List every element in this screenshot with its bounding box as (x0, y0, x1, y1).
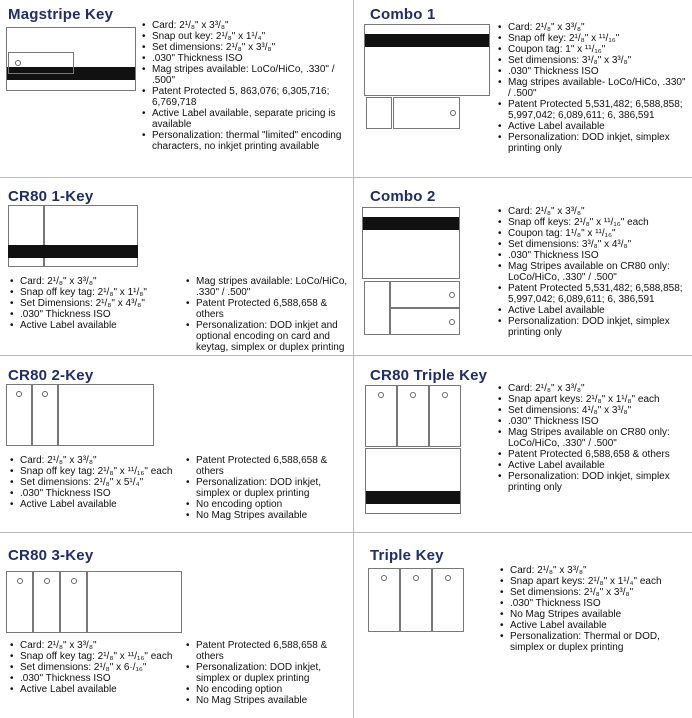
combo-2-title: Combo 2 (370, 188, 436, 205)
column-divider (353, 0, 354, 718)
feature-item: • Patent Protected 6,588,658 & others (498, 449, 688, 460)
feature-item: • .030" Thickness ISO (142, 53, 342, 64)
feature-item: • .030" Thickness ISO (498, 66, 688, 77)
mag-stripe (363, 217, 459, 230)
key-hole-icon (410, 392, 416, 398)
combo-1-card (364, 24, 490, 96)
snap-apart-key-3 (429, 385, 461, 447)
feature-item: • .030" Thickness ISO (10, 673, 180, 684)
snap-off-key (393, 97, 460, 129)
feature-item: • No encoding option (186, 684, 350, 695)
snap-off-key-2 (390, 308, 460, 335)
feature-item: • .030" Thickness ISO (10, 488, 180, 499)
feature-item: • Active Label available (498, 121, 688, 132)
feature-item: • Active Label available (500, 620, 688, 631)
feature-item: • Mag stripes available- LoCo/HiCo, .330" / .500" (498, 77, 688, 99)
feature-item: • .030" Thickness ISO (10, 309, 180, 320)
feature-item: • Set dimensions: 4¹/₈" x 3³/₈" (498, 405, 688, 416)
feature-item: • Mag stripes available: LoCo/HiCo, .330" / .500" (142, 64, 342, 86)
cr80-3-key-feature-list-left (10, 640, 180, 695)
combo-1-title: Combo 1 (370, 6, 436, 23)
feature-item: • Card: 2¹/₈" x 3³/₈" (498, 206, 688, 217)
feature-item: • Active Label available (10, 320, 180, 331)
key-tag-3 (60, 571, 87, 633)
key-hole-icon (71, 578, 77, 584)
mag-stripe (366, 491, 460, 504)
feature-item: • Personalization: DOD inkjet, simplex printing only (498, 316, 688, 338)
feature-item: • Patent Protected 5,531,482; 6,588,858; 5,997,042; 6,089,611; 6, 386,591 (498, 283, 688, 305)
combo-2-card (362, 207, 460, 279)
feature-item: • Personalization: Thermal or DOD, simplex or duplex printing (500, 631, 688, 653)
snap-out-key (8, 52, 74, 74)
cr80-1-key-feature-list-right (186, 276, 350, 353)
feature-item: • Card: 2¹/₈" x 3³/₈" (498, 383, 688, 394)
feature-item: • Snap off keys: 2¹/₈" x ¹¹/₁₆" each (498, 217, 688, 228)
feature-item: • Patent Protected 6,588,658 & others (186, 455, 350, 477)
feature-item: • Personalization: DOD inkjet, simplex printing only (498, 471, 688, 493)
feature-item: • Card: 2¹/₈" x 3³/₈" (142, 20, 342, 31)
feature-item: • Active Label available (10, 499, 180, 510)
feature-item: • Set dimensions: 2¹/₈" x 3³/₈" (500, 587, 688, 598)
key-hole-icon (17, 578, 23, 584)
feature-item: • Snap off key tag: 2¹/₈" x ¹¹/₁₆" each (10, 651, 180, 662)
cr80-2-key-title: CR80 2-Key (8, 367, 94, 384)
snap-apart-key-1 (365, 385, 397, 447)
feature-item: • Personalization: DOD inkjet, simplex or duplex printing (186, 477, 350, 499)
feature-item: • No Mag Stripes available (500, 609, 688, 620)
triple-key-title: Triple Key (370, 547, 444, 564)
cr80-triple-key-title: CR80 Triple Key (370, 367, 488, 384)
feature-item: • Card: 2¹/₈" x 3³/₈" (500, 565, 688, 576)
magstripe-key-title: Magstripe Key (8, 6, 114, 23)
key-tag-2 (33, 571, 60, 633)
feature-item: • Coupon tag: 1" x ¹¹/₁₆" (498, 44, 688, 55)
cr80-card (87, 571, 182, 633)
feature-item: • No Mag Stripes available (186, 695, 350, 706)
key-hole-icon (381, 575, 387, 581)
feature-item: • Snap apart keys: 2¹/₈" x 1¹/₈" each (498, 394, 688, 405)
key-hole-icon (449, 319, 455, 325)
feature-item: • Active Label available, separate pricing is available (142, 108, 342, 130)
feature-item: • Set Dimensions: 2¹/₈" x 4³/₈" (10, 298, 180, 309)
cr80-card (365, 448, 461, 514)
snap-off-key-1 (390, 281, 460, 308)
cr80-3-key-title: CR80 3-Key (8, 547, 94, 564)
feature-item: • Personalization: DOD inkjet and optional encoding on card and keytag, simplex or duplex printing (186, 320, 350, 353)
feature-item: • Card: 2¹/₈" x 3³/₈" (10, 276, 180, 287)
feature-item: • Patent Protected 5,531,482; 6,588,858; 5,997,042; 6,089,611; 6, 386,591 (498, 99, 688, 121)
key-tag-1 (6, 571, 33, 633)
feature-item: • .030" Thickness ISO (498, 250, 688, 261)
key-hole-icon (442, 392, 448, 398)
snap-apart-key-1 (368, 568, 400, 632)
coupon-tag (366, 97, 392, 129)
feature-item: • Set dimensions: 2¹/₈" x 6·/₁₆" (10, 662, 180, 673)
magstripe-feature-list (142, 20, 342, 152)
row-divider-1 (0, 177, 692, 178)
feature-item: • Snap off key: 2¹/₈" x ¹¹/₁₆" (498, 33, 688, 44)
feature-item: • Card: 2¹/₈" x 3³/₈" (498, 22, 688, 33)
feature-item: • Mag Stripes available on CR80 only: LoCo/HiCo, .330" / .500" (498, 427, 688, 449)
feature-item: • Set dimensions: 2¹/₈" x 5¹/₄" (10, 477, 180, 488)
feature-item: • No encoding option (186, 499, 350, 510)
feature-item: • Snap apart keys: 2¹/₈" x 1¹/₄" each (500, 576, 688, 587)
key-hole-icon (445, 575, 451, 581)
combo-2-feature-list (498, 206, 688, 338)
feature-item: • Active Label available (498, 305, 688, 316)
feature-item: • Personalization: DOD inkjet, simplex printing only (498, 132, 688, 154)
row-divider-2 (0, 355, 692, 356)
key-hole-icon (413, 575, 419, 581)
feature-item: • Personalization: thermal "limited" encoding characters, no inkjet printing available (142, 130, 342, 152)
snap-apart-key-3 (432, 568, 464, 632)
feature-item: • Active Label available (498, 460, 688, 471)
cr80-1-key-feature-list-left (10, 276, 180, 331)
feature-item: • Snap off key tag: 2¹/₈" x 1¹/₈" (10, 287, 180, 298)
cr80-3-key-feature-list-right (186, 640, 350, 706)
coupon-tag (364, 281, 390, 335)
key-hole-icon (42, 391, 48, 397)
feature-item: • No Mag Stripes available (186, 510, 350, 521)
key-hole-icon (16, 391, 22, 397)
combo-1-feature-list (498, 22, 688, 154)
cr80-1-key-title: CR80 1-Key (8, 188, 94, 205)
key-tag-1 (6, 384, 32, 446)
feature-item: • Set dimensions: 3¹/₈" x 3³/₈" (498, 55, 688, 66)
mag-stripe (365, 34, 489, 47)
feature-item: • Mag stripes available: LoCo/HiCo, .330" / .500" (186, 276, 350, 298)
row-divider-3 (0, 532, 692, 533)
snap-apart-key-2 (397, 385, 429, 447)
key-hole-icon (450, 110, 456, 116)
feature-item: • Card: 2¹/₈" x 3³/₈" (10, 455, 180, 466)
key-hole-icon (449, 292, 455, 298)
key-hole-icon (15, 60, 21, 66)
feature-item: • Card: 2¹/₈" x 3³/₈" (10, 640, 180, 651)
key-hole-icon (44, 578, 50, 584)
feature-item: • Patent Protected 5, 863,076; 6,305,716; 6,769,718 (142, 86, 342, 108)
triple-key-feature-list (500, 565, 688, 653)
feature-item: • Coupon tag: 1¹/₈" x ¹¹/₁₆" (498, 228, 688, 239)
feature-item: • .030" Thickness ISO (498, 416, 688, 427)
feature-item: • Personalization: DOD inkjet, simplex or duplex printing (186, 662, 350, 684)
feature-item: • .030" Thickness ISO (500, 598, 688, 609)
feature-item: • Active Label available (10, 684, 180, 695)
cr80-card (58, 384, 154, 446)
feature-item: • Patent Protected 6,588,658 & others (186, 298, 350, 320)
snap-apart-key-2 (400, 568, 432, 632)
mag-stripe (8, 245, 138, 258)
feature-item: • Set dimensions: 3³/₈" x 4³/₈" (498, 239, 688, 250)
feature-item: • Mag Stripes available on CR80 only: LoCo/HiCo, .330" / .500" (498, 261, 688, 283)
feature-item: • Snap out key: 2¹/₈" x 1¹/₄" (142, 31, 342, 42)
feature-item: • Patent Protected 6,588,658 & others (186, 640, 350, 662)
cr80-2-key-feature-list-left (10, 455, 180, 510)
key-tag-2 (32, 384, 58, 446)
cr80-2-key-feature-list-right (186, 455, 350, 521)
cr80-triple-key-feature-list (498, 383, 688, 493)
key-hole-icon (378, 392, 384, 398)
feature-item: • Set dimensions: 2¹/₈" x 3³/₈" (142, 42, 342, 53)
feature-item: • Snap off key tag: 2¹/₈" x ¹¹/₁₆" each (10, 466, 180, 477)
